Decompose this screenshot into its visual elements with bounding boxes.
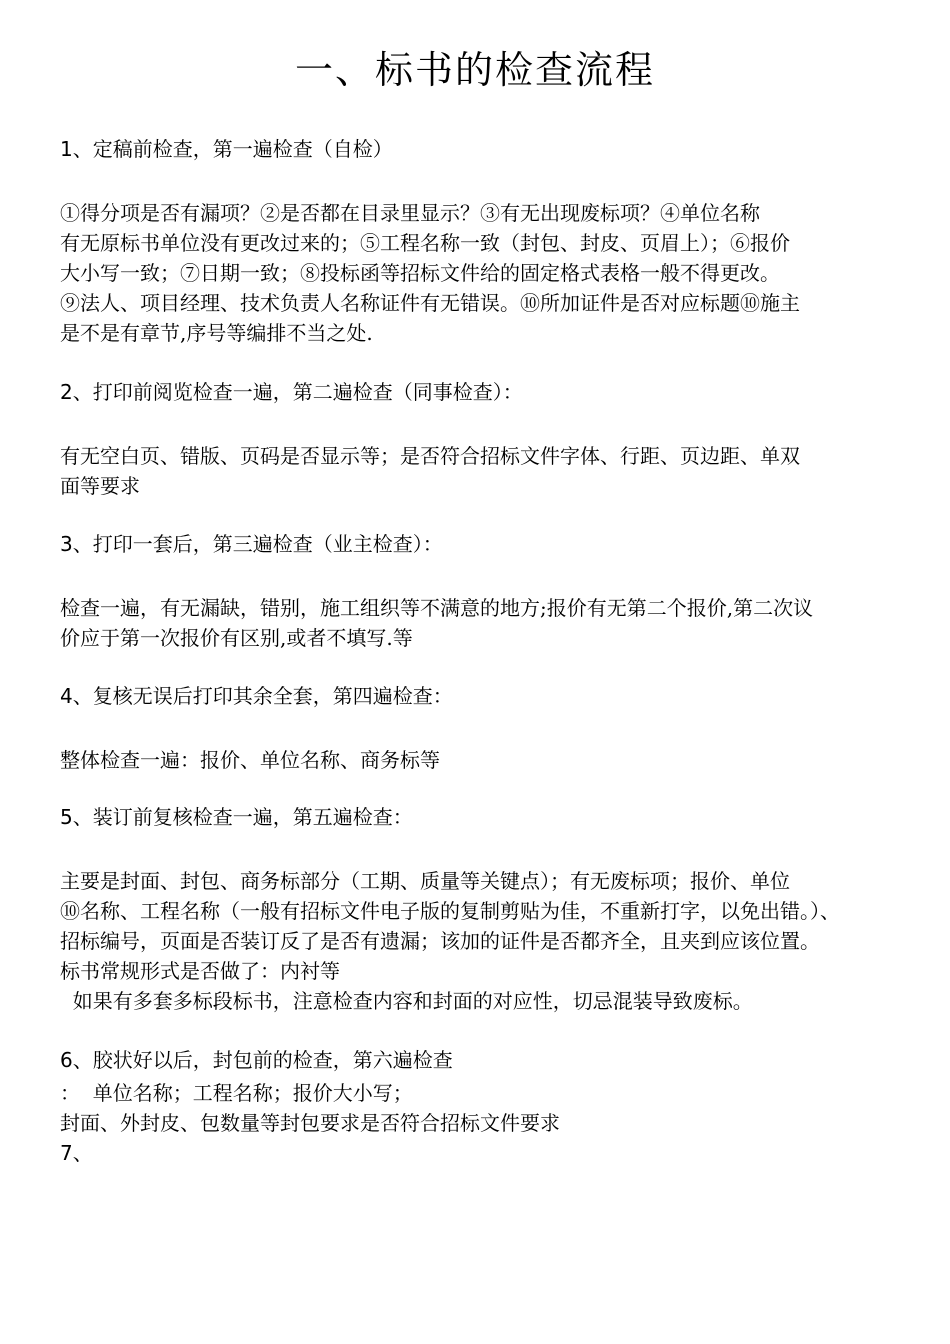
section-heading-3: 3、打印一套后，第三遍检查（业主检查）： <box>60 532 443 556</box>
section-body-4 <box>60 745 900 775</box>
body-line: 主要是封面、封包、商务标部分（工期、质量等关键点）；有无废标项；报价、单位 <box>60 869 790 893</box>
section-heading-6: 6、胶状好以后，封包前的检查，第六遍检查 <box>60 1048 453 1072</box>
body-line: 面等要求 <box>60 474 140 498</box>
section-body-5 <box>60 866 900 1016</box>
section-heading-1: 1、定稿前检查，第一遍检查（自检） <box>60 137 393 161</box>
body-line: 有无原标书单位没有更改过来的；⑤工程名称一致（封包、封皮、页眉上）；⑥报价 <box>60 231 790 255</box>
body-line: ①得分项是否有漏项？②是否都在目录里显示？③有无出现废标项？④单位名称 <box>60 201 760 225</box>
body-line: ⑨法人、项目经理、技术负责人名称证件有无错误。⑩所加证件是否对应标题⑩施主 <box>60 291 800 315</box>
body-line: 整体检查一遍：报价、单位名称、商务标等 <box>60 748 440 772</box>
section-heading-5: 5、装订前复核检查一遍，第五遍检查： <box>60 805 413 829</box>
body-line: 封面、外封皮、包数量等封包要求是否符合招标文件要求 <box>60 1111 560 1135</box>
body-line: ： 单位名称；工程名称；报价大小写； <box>60 1081 413 1105</box>
section-body-1 <box>60 198 900 348</box>
body-line: 是不是有章节,序号等编排不当之处. <box>60 321 373 345</box>
document-title: 一、标书的检查流程 <box>294 48 655 92</box>
body-line: 如果有多套多标段标书，注意检查内容和封面的对应性，切忌混装导致废标。 <box>60 989 753 1013</box>
body-line: ⑩名称、工程名称（一般有招标文件电子版的复制剪贴为佳，不重新打字，以免出错。）、 <box>60 899 840 923</box>
body-line: 标书常规形式是否做了：内衬等 <box>60 959 340 983</box>
section-body-6 <box>60 1078 900 1168</box>
section-heading-2: 2、打印前阅览检查一遍，第二遍检查（同事检查）： <box>60 380 523 404</box>
section-heading-4: 4、复核无误后打印其余全套，第四遍检查： <box>60 684 453 708</box>
body-line: 大小写一致；⑦日期一致；⑧投标函等招标文件给的固定格式表格一般不得更改。 <box>60 261 780 285</box>
section-body-2 <box>60 441 900 501</box>
body-line: 检查一遍，有无漏缺，错别，施工组织等不满意的地方;报价有无第二个报价,第二次议 <box>60 596 814 620</box>
body-line: 有无空白页、错版、页码是否显示等；是否符合招标文件字体、行距、页边距、单双 <box>60 444 800 468</box>
section-body-3 <box>60 593 900 653</box>
body-line: 招标编号，页面是否装订反了是否有遗漏；该加的证件是否都齐全，且夹到应该位置。 <box>60 929 820 953</box>
body-line: 7、 <box>60 1141 93 1165</box>
body-line: 价应于第一次报价有区别,或者不填写.等 <box>60 626 413 650</box>
